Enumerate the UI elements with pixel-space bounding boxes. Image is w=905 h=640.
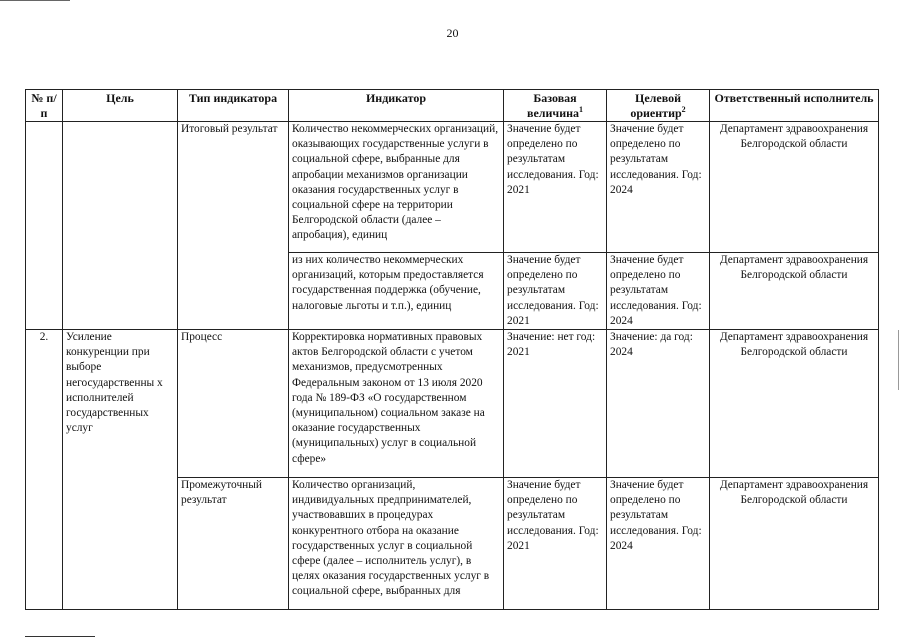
row-indicator: Количество организаций, индивидуальных предпринимателей, участвовавших в процедурах конкурентного отбора на оказание государственных услуг в социальной сфере (далее – исполнитель услуг), в целях оказания государственных услуг в социальной сфере, выбранных для [289, 478, 504, 610]
header-responsible: Ответственный исполнитель [710, 90, 879, 122]
row-base: Значение будет определено по результатам исследования. Год: 2021 [504, 122, 607, 253]
footnote-marker: 1 [579, 105, 584, 114]
row-responsible: Департамент здравоохранения Белгородской области [710, 330, 879, 478]
table-row [26, 122, 879, 253]
table-header-row [26, 90, 879, 122]
header-target [607, 90, 710, 122]
row-indicator: из них количество некоммерческих организаций, которым предоставляется государственная поддержка (обучение, налоговые льготы и т.п.), единиц [289, 253, 504, 330]
row-base: Значение будет определено по результатам исследования. Год: 2021 [504, 253, 607, 330]
scan-edge-mark [0, 0, 70, 1]
row-type: Итоговый результат [178, 122, 289, 330]
row-type: Промежуточный результат [178, 478, 289, 610]
row-indicator: Количество некоммерческих организаций, оказывающих государственные услуги в социальной сфере, выбранные для апробации механизмов организации оказания государственных услуг в социальной сфере на территории Белгородской области (далее – апробация), единиц [289, 122, 504, 253]
row-type: Процесс [178, 330, 289, 478]
footnote-separator [25, 636, 95, 637]
row-responsible: Департамент здравоохранения Белгородской области [710, 122, 879, 253]
row-responsible: Департамент здравоохранения Белгородской области [710, 253, 879, 330]
row-target: Значение будет определено по результатам исследования. Год: 2024 [607, 122, 710, 253]
header-base-label: Базовая величина [526, 91, 580, 120]
header-base [504, 90, 607, 122]
header-goal: Цель [63, 90, 178, 122]
scan-edge-mark [898, 330, 899, 390]
header-num: № п/п [26, 90, 63, 122]
row-num [26, 122, 63, 330]
header-type: Тип индикатора [178, 90, 289, 122]
header-target-label: Целевой ориентир [630, 91, 682, 120]
header-indicator: Индикатор [289, 90, 504, 122]
footnote-marker: 2 [681, 105, 686, 114]
row-responsible: Департамент здравоохранения Белгородской области [710, 478, 879, 610]
indicators-table [25, 89, 879, 610]
row-target: Значение будет определено по результатам исследования. Год: 2024 [607, 253, 710, 330]
page-number: 20 [446, 26, 459, 40]
row-target: Значение: да год: 2024 [607, 330, 710, 478]
row-goal [63, 122, 178, 330]
row-indicator: Корректировка нормативных правовых актов Белгородской области с учетом механизмов, предусмотренных Федеральным законом от 13 июля 2020 года № 189-ФЗ «О государственном (муниципальном) социальном заказе на оказание государственных (муниципальных) услуг в социальной сфере» [289, 330, 504, 478]
table-row [26, 330, 879, 478]
row-num: 2. [26, 330, 63, 610]
row-base: Значение: нет год: 2021 [504, 330, 607, 478]
row-goal: Усиление конкуренции при выборе негосударственны х исполнителей государственных услуг [63, 330, 178, 610]
row-base: Значение будет определено по результатам исследования. Год: 2021 [504, 478, 607, 610]
row-target: Значение будет определено по результатам исследования. Год: 2024 [607, 478, 710, 610]
